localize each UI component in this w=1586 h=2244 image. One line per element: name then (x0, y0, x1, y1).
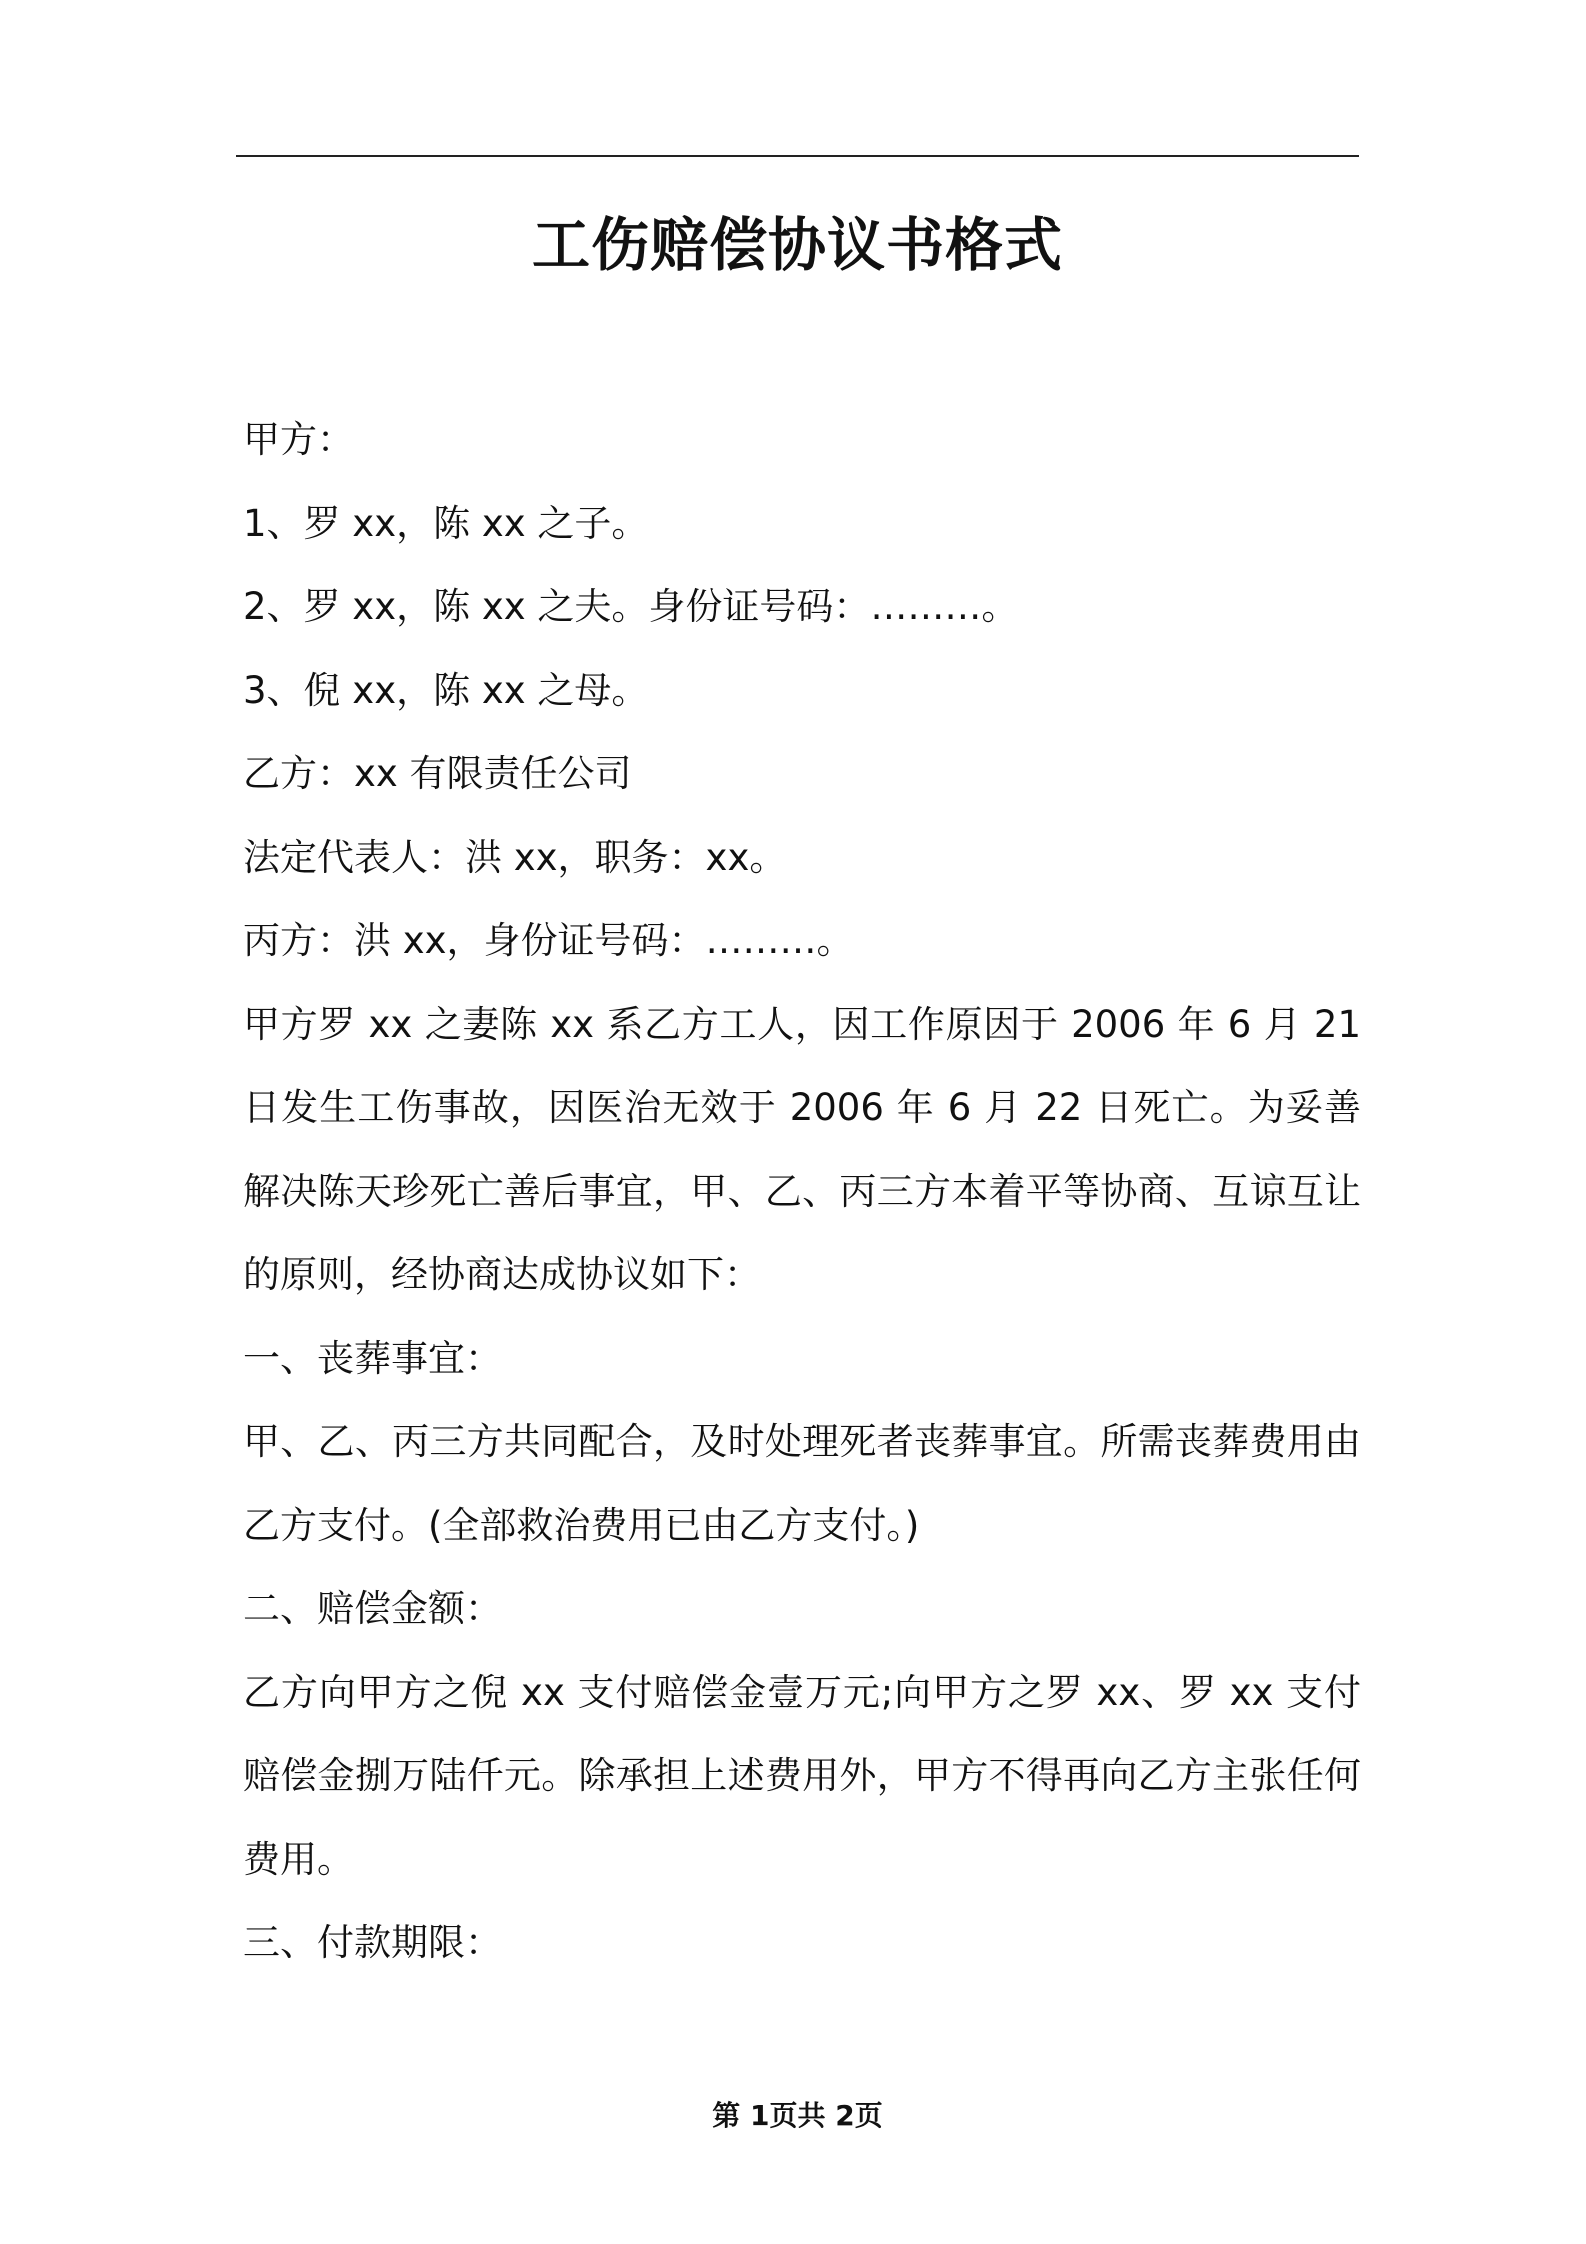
page-number: 第 1页共 2页 (712, 2099, 883, 2132)
section-2-body: 乙方向甲方之倪 xx 支付赔偿金壹万元;向甲方之罗 xx、罗 xx 支付赔偿金捌万陆仟元。除承担上述费用外，甲方不得再向乙方主张任何费用。 (243, 1670, 1361, 1881)
party-a-member-3: 3、倪 xx，陈 xx 之母。 (243, 668, 649, 712)
section-1-body: 甲、乙、丙三方共同配合，及时处理死者丧葬事宜。所需丧葬费用由乙方支付。(全部救治费用已由乙方支付。) (243, 1420, 1361, 1547)
party-a-member-2: 2、罗 xx，陈 xx 之夫。身份证号码：………。 (243, 585, 1019, 628)
section-3-heading: 三、付款期限： (243, 1921, 502, 1964)
party-a-heading: 甲方： (243, 418, 354, 461)
section-1-heading: 一、丧葬事宜： (243, 1336, 502, 1380)
legal-representative: 法定代表人：洪 xx，职务：xx。 (243, 835, 787, 879)
party-b: 乙方：xx 有限责任公司 (243, 752, 632, 795)
incident-paragraph: 甲方罗 xx 之妻陈 xx 系乙方工人，因工作原因于 2006 年 6 月 21 日发生工伤事故，因医治无效于 2006 年 6 月 22 日死亡。为妥善解决陈天珍死亡善后事宜，甲、乙、丙三方本着平等协商、互谅互让的原则，经协商达成协议如下： (243, 1002, 1361, 1296)
section-2-heading: 二、赔偿金额： (243, 1587, 502, 1630)
party-a-member-1: 1、罗 xx，陈 xx 之子。 (243, 501, 649, 545)
party-c: 丙方：洪 xx，身份证号码：………。 (243, 919, 854, 962)
document-title: 工伤赔偿协议书格式 (531, 211, 1063, 279)
header-rule (236, 155, 1359, 157)
document-body (243, 398, 1361, 1985)
